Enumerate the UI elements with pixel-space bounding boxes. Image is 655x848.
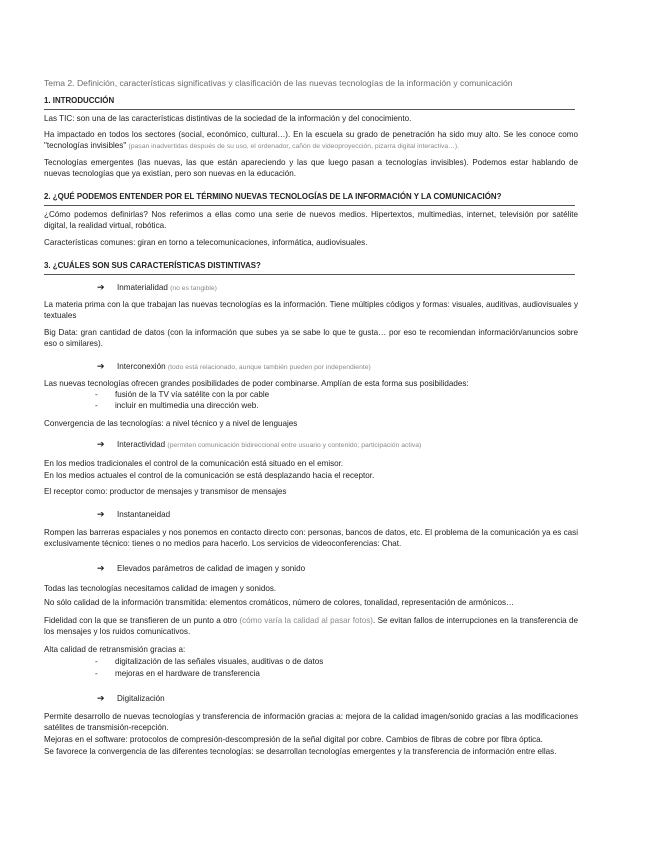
- arrow-icon: ➔: [97, 693, 105, 703]
- arrow-icon: ➔: [97, 361, 105, 371]
- section-3-heading: 3. ¿CUÁLES SON SUS CARACTERÍSTICAS DISTINTIVAS?: [44, 261, 575, 275]
- calidad-paragraph-3: Fidelidad con la que se transfieren de un punto a otro (cómo varía la calidad al pasar fotos). Se evitan fallos de interrupciones en la transferencia de los mensajes y los ruidos comunicativos.: [44, 616, 578, 636]
- s1-paragraph-3: Tecnologías emergentes (las nuevas, las que están apareciendo y las que luego pasan a tecnologías invisibles). Podemos estar hablando de nuevas tecnologías que ya existían, pero son nuevas en la educación.: [44, 158, 578, 178]
- calidad-item-1: - digitalización de las señales visuales, auditivas o de datos: [95, 657, 324, 666]
- interconexion-paragraph-2: Convergencia de las tecnologías: a nivel técnico y a nivel de lenguajes: [44, 419, 298, 428]
- interactividad-paragraph-2: En los medios actuales el control de la comunicación se está desplazando hacia el receptor.: [44, 471, 375, 480]
- arrow-icon: ➔: [97, 439, 105, 449]
- s1-paragraph-2: Ha impactado en todos los sectores (social, económico, cultural…). En la escuela su grado de penetración ha sido muy alto. Se les conoce como "tecnologías invisibles" (pasan inadvertidas después de su uso, el ordenador, cañón de videoproyección, pizarra digital interactiva…).: [44, 130, 578, 150]
- bullet-interconexion: ➔ Interconexión (todo está relacionado, aunque también pueden por independiente): [97, 361, 371, 371]
- document-title: Tema 2. Definición, características significativas y clasificación de las nuevas tecnologías de la información y comunicación: [44, 78, 513, 88]
- digitalizacion-paragraph-2: Mejoras en el software: protocolos de compresión-descompresión de la señal digital por cobre. Cambios de fibras de cobre por fibra óptica.: [44, 735, 543, 744]
- bullet-instantaneidad: ➔ Instantaneidad: [97, 509, 171, 519]
- instantaneidad-paragraph-1: Rompen las barreras espaciales y nos ponemos en contacto directo con: personas, bancos de datos, etc. El problema de la comunicación ya es casi exclusivamente técnico: tienes o no medios para hacerlo. Los servicios de videoconferencias: Chat.: [44, 528, 578, 548]
- arrow-icon: ➔: [97, 563, 105, 573]
- bullet-inmaterialidad: ➔ Inmaterialidad (no es tangible): [97, 282, 217, 292]
- s2-paragraph-2: Características comunes: giran en torno a telecomunicaciones, informática, audiovisuales.: [44, 238, 368, 247]
- bullet-digitalizacion: ➔ Digitalización: [97, 693, 165, 703]
- inmaterialidad-paragraph-1: La materia prima con la que trabajan las nuevas tecnologías es la información. Tiene múltiples códigos y formas: visuales, auditivas, audiovisuales y textuales: [44, 300, 578, 320]
- s2-paragraph-1: ¿Cómo podemos definirlas? Nos referimos a ellas como una serie de nuevos medios. Hipertextos, multimedias, internet, televisión por satélite digital, la realidad virtual, robótica.: [44, 210, 578, 230]
- interconexion-paragraph-1: Las nuevas tecnologías ofrecen grandes posibilidades de poder combinarse. Amplían de esta forma sus posibilidades:: [44, 379, 469, 388]
- calidad-paragraph-2: No sólo calidad de la información transmitida: elementos cromáticos, número de colores, tonalidad, representación de armónicos…: [44, 598, 515, 607]
- interactividad-paragraph-3: El receptor como: productor de mensajes y transmisor de mensajes: [44, 487, 287, 496]
- digitalizacion-paragraph-3: Se favorece la convergencia de las diferentes tecnologías: se desarrollan tecnologías emergentes y la transferencia de información entre ellas.: [44, 747, 557, 756]
- arrow-icon: ➔: [97, 509, 105, 519]
- bullet-interactividad: ➔ Interactividad (permiten comunicación bidireccional entre usuario y contenido; participación activa): [97, 439, 422, 449]
- bullet-calidad: ➔ Elevados parámetros de calidad de imagen y sonido: [97, 563, 306, 573]
- calidad-paragraph-1: Todas las tecnologías necesitamos calidad de imagen y sonidos.: [44, 584, 277, 593]
- interconexion-item-2: - incluir en multimedia una dirección web.: [95, 401, 259, 410]
- inmaterialidad-paragraph-2: Big Data: gran cantidad de datos (con la información que subes ya se sabe lo que te gusta… por eso te recomiendan información/anuncios sobre eso o similares).: [44, 328, 578, 348]
- interconexion-item-1: - fusión de la TV vía satélite con la por cable: [95, 390, 270, 399]
- section-1-heading: 1. INTRODUCCIÓN: [44, 96, 575, 110]
- calidad-item-2: - mejoras en el hardware de transferencia: [95, 669, 260, 678]
- s1-paragraph-1: Las TIC: son una de las características distintivas de la sociedad de la información y del conocimiento.: [44, 114, 412, 123]
- arrow-icon: ➔: [97, 282, 105, 292]
- digitalizacion-paragraph-1: Permite desarrollo de nuevas tecnologías y transferencia de información gracias a: mejora de la calidad imagen/sonido gracias a las modificaciones satélites de transmisión-recepción.: [44, 712, 578, 732]
- interactividad-paragraph-1: En los medios tradicionales el control de la comunicación está situado en el emisor.: [44, 459, 344, 468]
- calidad-paragraph-4: Alta calidad de retransmisión gracias a:: [44, 645, 186, 654]
- section-2-heading: 2. ¿QUÉ PODEMOS ENTENDER POR EL TÉRMINO NUEVAS TECNOLOGÍAS DE LA INFORMACIÓN Y LA COMUNICACIÓN?: [44, 192, 575, 206]
